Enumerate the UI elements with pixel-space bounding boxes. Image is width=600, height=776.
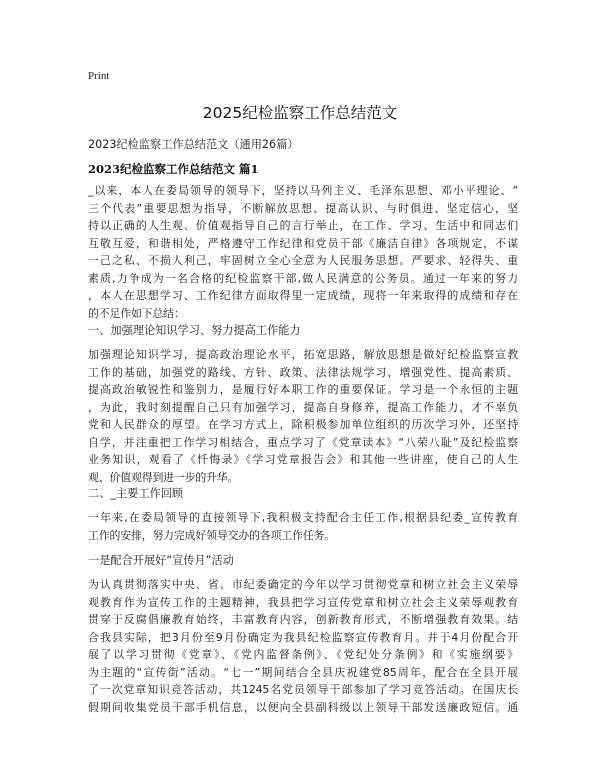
paragraph-line: 自学，并注重把工作学习相结合，重点学习了《党章读本》“八荣八耻”及纪检监察: [88, 435, 518, 449]
paragraph-work-review: [88, 509, 518, 544]
paragraph-line: 素质,力争成为一名合格的纪检监察干部,做人民满意的公务员。通过一年来的努力: [88, 271, 518, 285]
paragraph-line: 为主题的“宣传街”活动。“七一”期间结合全县庆祝建党85周年，配合在全县开展: [88, 665, 518, 679]
paragraph-line: 业务知识，观看了《忏悔录》《学习党章报告会》和其他一些讲座，使自己的人生: [88, 453, 518, 466]
paragraph-line: 一己之私、不损人利己，牢固树立全心全意为人民服务思想。严要求、轻得失、重: [88, 254, 518, 267]
paragraph-line: _以来，本人在委局领导的领导下，坚持以马列主义、毛泽东思想、邓小平理论、“: [88, 184, 518, 197]
heading-work-review: 二、_主要工作回顾: [88, 487, 184, 500]
paragraph-line: 假期间收集党员干部手机信息，以便向全县副科级以上领导干部发送廉政短信。通: [88, 700, 518, 714]
paragraph-line: 贯穿于反腐倡廉教育始终，丰富教育内容，创新教育形式，不断增强教育效果。结: [88, 613, 518, 626]
paragraph-line: 了一次党章知识竞答活动，共1245名党员领导干部参加了学习竞答活动。在国庆长: [88, 683, 518, 696]
paragraph-line: 合我县实际，把3月份至9月份确定为我县纪检监察宣传教育月。并于4月份配合开: [88, 630, 518, 644]
paragraph-line: 展了以学习贯彻《党章》、《党内监督条例》、《党纪处分条例》和《实施纲要》: [88, 648, 518, 661]
paragraph-line: 的不足作如下总结：: [88, 306, 185, 320]
paragraph-line: 观教育作为宣传工作的主题精神，我县把学习宣传党章和树立社会主义荣辱观教育: [88, 595, 518, 609]
paragraph-line: 一年来,在委局领导的直接领导下,我积极支持配合主任工作,根据县纪委_宣传教育: [88, 511, 518, 524]
paragraph-line: 工作的安排，努力完成好领导交办的各项工作任务。: [88, 528, 336, 542]
paragraph-line: ，为此，我时刻提醒自己只有加强学习，提高自身修养，提高工作能力，才不辜负: [88, 400, 518, 414]
paragraph-line: 互敬互爱，和谐相处，严格遵守工作纪律和党员干部《廉洁自律》各项规定，不谋: [88, 236, 518, 250]
paragraph-line: 为认真贯彻落实中央、省、市纪委确定的今年以学习贯彻党章和树立社会主义荣辱: [88, 578, 518, 591]
section-heading: 2023纪检监察工作总结范文 篇1: [88, 162, 259, 176]
paragraph-theory-study: [88, 346, 518, 486]
paragraph-publicity-month: [88, 576, 518, 716]
paragraph-line: 持以正确的人生观、价值观指导自己的言行举止，在工作、学习、生活中和同志们: [88, 219, 518, 232]
document-subtitle: 2023纪检监察工作总结范文（通用26篇）: [88, 138, 299, 151]
paragraph-line: 加强理论知识学习，提高政治理论水平，拓宽思路，解放思想是做好纪检监察宣教: [88, 348, 518, 361]
paragraph-line: 党和人民群众的厚望。在学习方式上，除积极参加单位组织的历次学习外，还坚持: [88, 418, 518, 431]
paragraph-intro: [88, 182, 518, 322]
heading-theory-study: 一、加强理论知识学习、努力提高工作能力: [88, 324, 301, 337]
paragraph-line: 观、价值观得到进一步的升华。: [88, 470, 239, 484]
paragraph-line: 工作的基础，加强党的路线、方针、政策、法律法规学习，增强党性、提高素质、: [88, 365, 518, 379]
document-title: 2025纪检监察工作总结范文: [202, 104, 398, 122]
print-label: Print: [88, 70, 110, 82]
paragraph-line: 三个代表”重要思想为指导，不断解放思想、提高认识、与时俱进、坚定信心，坚: [88, 201, 518, 215]
paragraph-line: 提高政治敏锐性和鉴别力，是履行好本职工作的重要保证。学习是一个永恒的主题: [88, 383, 518, 396]
paragraph-line: ，本人在思想学习、工作纪律方面取得里一定成绩，现将一年来取得的成绩和存在: [88, 289, 518, 302]
heading-publicity-month: 一是配合开展好“宣传月”活动: [88, 554, 234, 567]
